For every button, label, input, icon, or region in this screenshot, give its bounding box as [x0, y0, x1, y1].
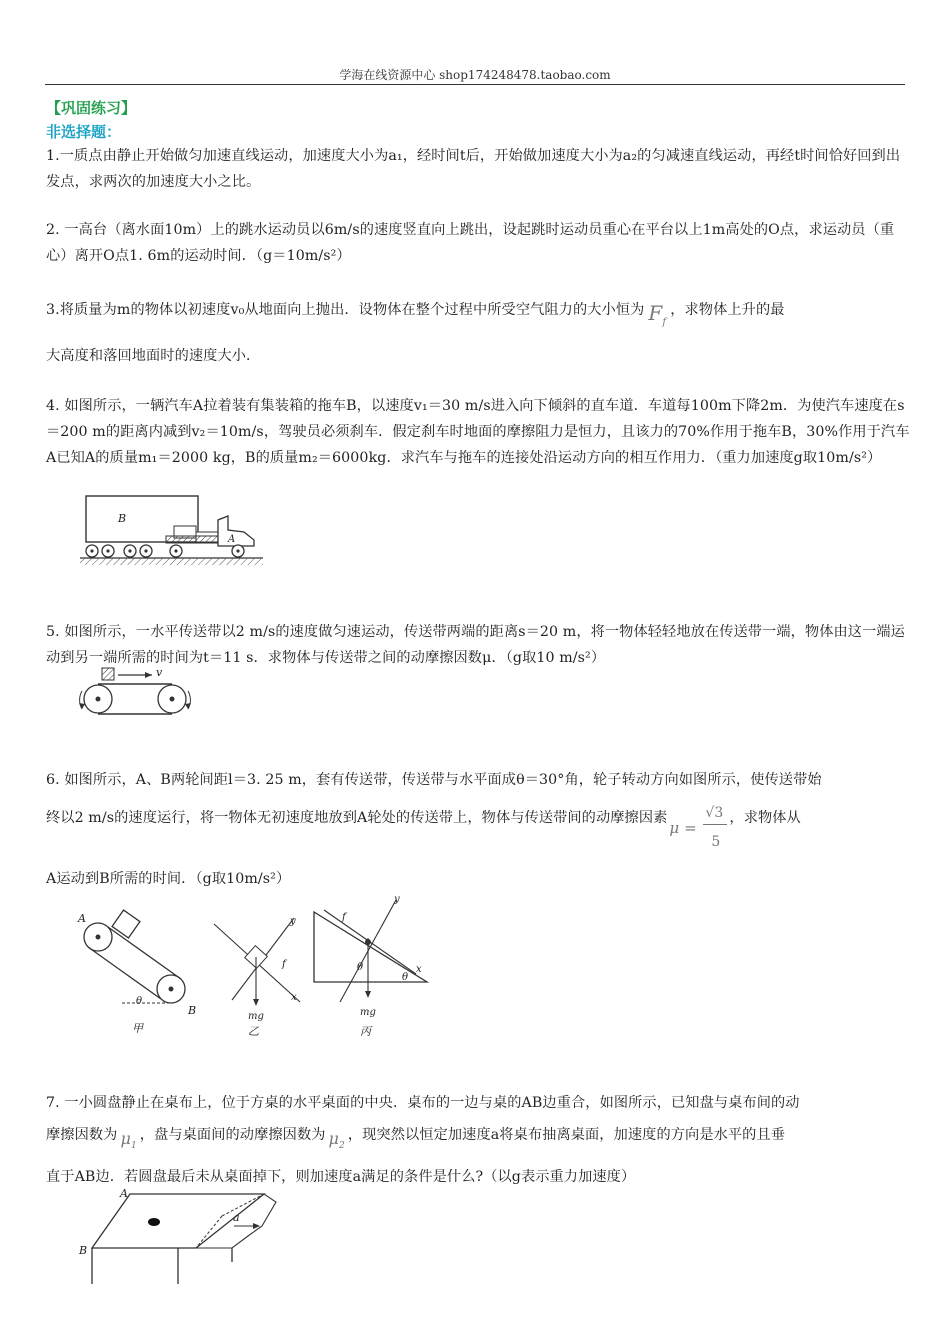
question-1: 1.一质点由静止开始做匀加速直线运动，加速度大小为a₁，经时间t后，开始做加速度大小为a₂的匀减速直线运动，再经t时间恰好回到出发点，求两次的加速度大小之比。 [46, 148, 901, 190]
question-4: 4. 如图所示，一辆汽车A拉着装有集装箱的拖车B，以速度v₁＝30 m/s进入向下倾斜的直车道．车道每100m下降2m．为使汽车速度在s＝200 m的距离内减到v₂＝10m/s，驾驶员必须刹车．假定刹车时地面的摩擦阻力是恒力，且该力的70%作用于拖车B，30%作用于汽车A已知A的质量m₁＝2000 kg，B的质量m₂＝6000kg．求汽车与拖车的连接处沿运动方向的相互作用力．（重力加速度g取10m/s²） [46, 398, 910, 466]
question-7-line2: 摩擦因数为 $\mu_1$，盘与桌面间的动摩擦因数为 $\mu_2$，现突然以恒定加速度a将桌布抽离桌面，加速度的方向是水平的且垂 [46, 1127, 786, 1152]
fig6-label-theta3a: θ [357, 962, 364, 973]
fig7-label-a: A [120, 1188, 128, 1200]
fig6-label-mg2: mg [248, 1011, 264, 1022]
conveyor-figure [72, 665, 197, 725]
question-7-line1: 7. 一小圆盘静止在桌布上，位于方桌的水平桌面的中央．桌布的一边与桌的AB边重合，如图所示，已知盘与桌布间的动 [46, 1095, 800, 1111]
question-7-line3: 直于AB边．若圆盘最后未从桌面掉下，则加速度a满足的条件是什么?（以g表示重力加速度） [46, 1169, 636, 1185]
section-title-non-choice: 非选择题： [46, 123, 122, 141]
page-header: 学海在线资源中心 shop174248478.taobao.com [339, 68, 611, 82]
truck-figure [78, 494, 268, 572]
fig6-caption-3: 丙 [360, 1025, 371, 1038]
q3-text-before: 3.将质量为m的物体以初速度v₀从地面向上抛出．设物体在整个过程中所受空气阻力的大小恒为 [46, 302, 645, 318]
fig6-label-x3: x [416, 964, 422, 975]
question-6-line1: 6. 如图所示，A、B两轮间距l＝3. 25 m，套有传送带，传送带与水平面成θ＝30°角，轮子转动方向如图所示，使传送带始 [46, 772, 822, 788]
fig6-label-y2: y [290, 916, 296, 927]
q6-text-before: 终以2 m/s的速度运行，将一物体无初速度地放到A轮处的传送带上，物体与传送带间的动摩擦因素 [46, 810, 668, 826]
question-5: 5. 如图所示，一水平传送带以2 m/s的速度做匀速运动，传送带两端的距离s＝20 m，将一物体轻轻地放在传送带一端，物体由这一端运动到另一端所需的时间为t＝11 s．求物体与传送带之间的动摩擦因数μ．（g取10 m/s²） [46, 624, 905, 666]
question-3-line1 [46, 294, 910, 330]
question-3-line2: 大高度和落回地面时的速度大小． [46, 348, 261, 364]
question-6-line3: A运动到B所需的时间．（g取10m/s²） [46, 871, 291, 887]
question-6-line2 [46, 805, 910, 850]
q7-mu2: $\mu_2$ [328, 1129, 345, 1152]
fig6-label-b: B [188, 1004, 197, 1017]
q7-mu1: $\mu_1$ [120, 1129, 137, 1152]
fig6-label-f3: f [342, 912, 346, 923]
q6-formula-mu: μ = √3 5 [667, 805, 729, 831]
q6-text-after: ，求物体从 [729, 810, 801, 826]
fig6-label-x2: x [291, 992, 297, 1003]
fig6-label-y3: y [394, 894, 400, 905]
conveyor-label-v: v [156, 666, 163, 679]
q3-text-after: ，求物体上升的最 [670, 302, 785, 318]
header-rule [45, 84, 905, 85]
fig6-label-f2: f [282, 959, 286, 970]
fig6-label-a: A [78, 912, 86, 925]
fig6-caption-2: 乙 [248, 1025, 259, 1038]
fig7-label-accel: a [233, 1211, 240, 1224]
section-title-practice: 【巩固练习】 [46, 99, 137, 117]
table-cloth-figure [78, 1188, 278, 1288]
truck-label-b: B [118, 512, 127, 525]
fig6-label-theta1: θ [136, 996, 143, 1007]
fig7-label-b: B [79, 1244, 88, 1257]
fig6-label-theta3b: θ [402, 972, 409, 983]
fig6-label-mg3: mg [360, 1007, 376, 1018]
q3-formula-ff: $F_f$ [648, 301, 667, 328]
question-2: 2. 一高台（离水面10m）上的跳水运动员以6m/s的速度竖直向上跳出，设起跳时运动员重心在平台以上1m高处的O点，求运动员（重心）离开O点1. 6m的运动时间．（g＝10m/s²） [46, 222, 895, 264]
truck-label-a: A [228, 534, 236, 545]
fig6-caption-1: 甲 [132, 1022, 143, 1035]
incline-belt-figures [72, 892, 442, 1040]
